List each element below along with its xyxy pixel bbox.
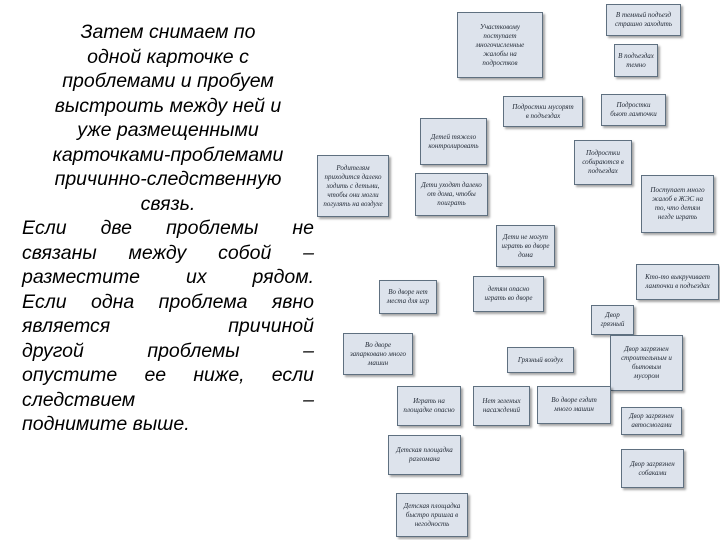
instruction-line: выстроить между ней и (54, 94, 282, 117)
instruction-text (22, 20, 314, 437)
instruction-line: уже размещенными (77, 119, 259, 141)
problem-card[interactable]: Двор загрязнен собаками (621, 449, 684, 488)
instruction-line: одной карточке с (87, 45, 249, 68)
problem-card[interactable]: Поступает много жалоб в ЖЭС на то, что детям негде играть (641, 175, 714, 233)
instruction-line: следствием – (22, 388, 314, 411)
instruction-line: Затем снимаем по (80, 21, 256, 43)
instruction-line: поднимите выше. (22, 413, 190, 435)
problem-card[interactable]: Во дворе нет места для игр (379, 280, 437, 314)
instruction-line: является причиной (22, 315, 314, 337)
problem-card[interactable]: Подростки собираются в подъездах (574, 140, 632, 185)
problem-card[interactable]: В подъездах темно (614, 44, 658, 77)
problem-card[interactable]: Подростки мусорят в подъездах (503, 96, 583, 127)
problem-card[interactable]: Дети не могут играть во дворе дома (496, 225, 555, 267)
problem-card[interactable]: Детская площадка быстро пришла в негодность (396, 493, 468, 537)
instruction-line: Если одна проблема явно (22, 290, 314, 313)
problem-card[interactable]: Во дворе запарковано много машин (343, 333, 413, 375)
instruction-line: опустите ее ниже, если (22, 364, 314, 386)
instruction-line: связь. (140, 192, 196, 215)
problem-card[interactable]: Детская площадка разломана (388, 435, 461, 475)
instruction-line: проблемами и пробуем (62, 70, 274, 92)
instruction-line: Если две проблемы не (22, 217, 314, 239)
problem-card[interactable]: Детей тяжело контролировать (420, 118, 487, 165)
problem-card[interactable]: Во дворе ездит много машин (537, 386, 611, 424)
problem-card[interactable]: Двор загрязнен строительным и бытовым мусором (610, 335, 683, 391)
problem-card[interactable]: Нет зеленых насаждений (473, 386, 530, 426)
problem-card[interactable]: Двор грязный (591, 305, 634, 335)
problem-card[interactable]: детям опасно играть во дворе (473, 276, 544, 312)
problem-card[interactable]: Дети уходят далеко от дома, чтобы поиграть (415, 173, 488, 216)
problem-card[interactable]: Родителям приходится далеко ходить с детьми, чтобы они могли погулять на воздухе (317, 155, 389, 217)
problem-card[interactable]: Кто-то выкручивает лампочки в подъездах (636, 264, 719, 300)
problem-card[interactable]: В темный подъезд страшно заходить (606, 4, 681, 36)
instruction-line: другой проблемы – (22, 339, 314, 362)
problem-card[interactable]: Участковому поступает многочисленные жалобы на подростков (457, 12, 543, 78)
instruction-line: разместите их рядом. (22, 266, 314, 288)
problem-card[interactable]: Двор загрязнен автосмогами (621, 407, 682, 435)
instruction-line: причинно-следственную (54, 168, 282, 190)
instruction-line: связаны между собой – (22, 241, 314, 264)
problem-card[interactable]: Играть на площадке опасно (397, 386, 461, 426)
instruction-line: карточками-проблемами (52, 143, 284, 166)
problem-card[interactable]: Подростки бьют лампочки (601, 94, 666, 126)
problem-card[interactable]: Грязный воздух (507, 347, 574, 373)
